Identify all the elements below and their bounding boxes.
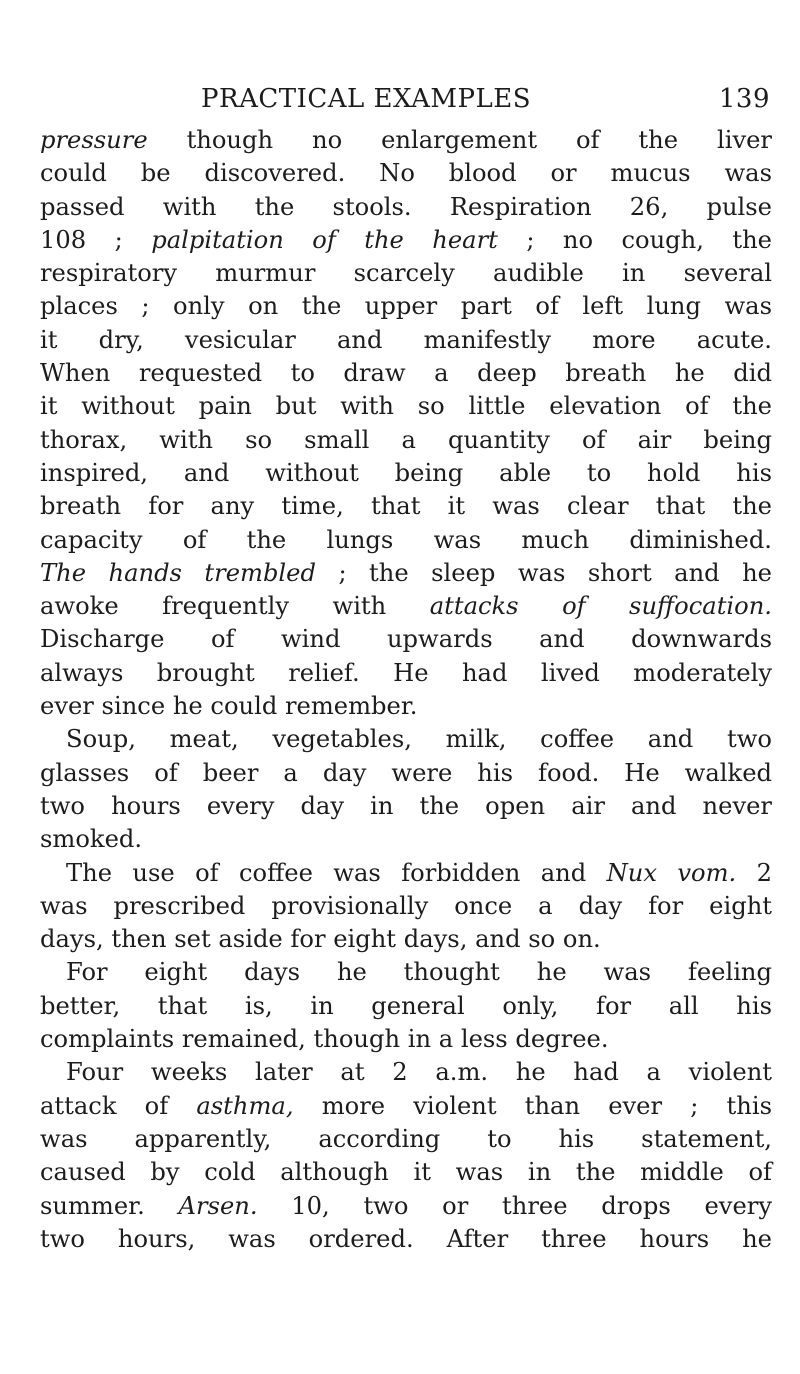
text-run: smoked. <box>40 825 143 854</box>
text-run: places ; only on the upper part of left lung was <box>40 292 772 321</box>
text-run: though no enlargement of the liver <box>147 126 772 154</box>
text-run: ever since he could remember. <box>40 692 418 721</box>
text-line <box>40 1156 772 1189</box>
italic-text: palpitation of the heart <box>151 225 498 254</box>
text-run: ; no cough, the <box>497 225 772 254</box>
text-run: caused by cold although it was in the middle of <box>40 1158 772 1187</box>
running-title: PRACTICAL EXAMPLES <box>201 84 532 114</box>
text-run: glasses of beer a day were his food. He walked <box>40 758 772 787</box>
text-run: was apparently, according to his statement, <box>40 1124 772 1153</box>
text-run: capacity of the lungs was much diminished. <box>40 525 772 554</box>
text-run: days, then set aside for eight days, and so on. <box>40 925 601 954</box>
text-line <box>40 1190 772 1223</box>
text-line <box>40 590 772 623</box>
text-line <box>40 823 772 856</box>
text-line <box>40 457 772 490</box>
text-line <box>40 857 772 890</box>
text-run: it without pain but with so little elevation of the <box>40 392 772 421</box>
text-run: attack of <box>40 1091 197 1120</box>
text-run: inspired, and without being able to hold his <box>40 458 772 487</box>
text-run: 2 <box>736 858 772 887</box>
text-run: 10, two or three drops every <box>257 1191 772 1220</box>
page-number: 139 <box>718 84 770 114</box>
text-run: could be discovered. No blood or mucus was <box>40 159 772 188</box>
text-run: two hours, was ordered. After three hours he <box>40 1224 772 1253</box>
text-line <box>40 757 772 790</box>
text-run: Discharge of wind upwards and downwards <box>40 625 772 654</box>
italic-text: pressure <box>40 126 148 154</box>
text-line <box>40 890 772 923</box>
text-line <box>40 191 772 224</box>
text-run: thorax, with so small a quantity of air being <box>40 425 772 454</box>
text-run: When requested to draw a deep breath he did <box>40 359 772 388</box>
text-line <box>40 557 772 590</box>
text-line <box>40 124 772 157</box>
text-line <box>40 1090 772 1123</box>
text-run: complaints remained, though in a less degree. <box>40 1025 609 1054</box>
text-line <box>40 690 772 723</box>
text-run: two hours every day in the open air and never <box>40 791 772 820</box>
text-line <box>40 357 772 390</box>
text-run: better, that is, in general only, for all his <box>40 991 772 1020</box>
text-run: respiratory murmur scarcely audible in several <box>40 259 772 288</box>
text-run: summer. <box>40 1191 179 1220</box>
text-run: breath for any time, that it was clear that the <box>40 492 772 521</box>
text-line <box>40 224 772 257</box>
text-run: was prescribed provisionally once a day for eight <box>40 891 772 920</box>
text-line <box>40 657 772 690</box>
italic-text: asthma, <box>196 1091 294 1120</box>
text-line <box>40 1123 772 1156</box>
text-run: more violent than ever ; this <box>293 1091 772 1120</box>
text-line <box>40 157 772 190</box>
body-text <box>40 124 772 1256</box>
italic-text: The hands trembled <box>40 558 316 587</box>
text-line <box>40 623 772 656</box>
text-run: ; the sleep was short and he <box>315 558 772 587</box>
italic-text: Nux vom. <box>606 858 737 887</box>
text-line <box>40 1223 772 1256</box>
text-run: The use of coffee was forbidden and <box>66 858 607 887</box>
text-run: always brought relief. He had lived moderately <box>40 658 772 687</box>
text-line <box>40 790 772 823</box>
text-run: Four weeks later at 2 a.m. he had a violent <box>66 1058 772 1087</box>
italic-text: Arsen. <box>178 1191 258 1220</box>
text-line <box>40 424 772 457</box>
text-line <box>40 956 772 989</box>
text-line <box>40 723 772 756</box>
text-run: it dry, vesicular and manifestly more acute. <box>40 325 772 354</box>
text-line <box>40 290 772 323</box>
text-line <box>40 390 772 423</box>
text-line <box>40 524 772 557</box>
text-run: For eight days he thought he was feeling <box>66 958 772 987</box>
text-line <box>40 1023 772 1056</box>
text-run: passed with the stools. Respiration 26, pulse <box>40 192 772 221</box>
text-run: 108 ; <box>40 225 152 254</box>
text-line <box>40 990 772 1023</box>
text-line <box>40 1056 772 1089</box>
running-header <box>40 72 772 124</box>
text-run: awoke frequently with <box>40 592 430 621</box>
text-line <box>40 324 772 357</box>
text-line <box>40 490 772 523</box>
italic-text: attacks of suffocation. <box>429 592 772 621</box>
text-line <box>40 257 772 290</box>
text-run: Soup, meat, vegetables, milk, coffee and two <box>66 725 772 754</box>
book-page <box>40 72 772 1256</box>
text-line <box>40 923 772 956</box>
